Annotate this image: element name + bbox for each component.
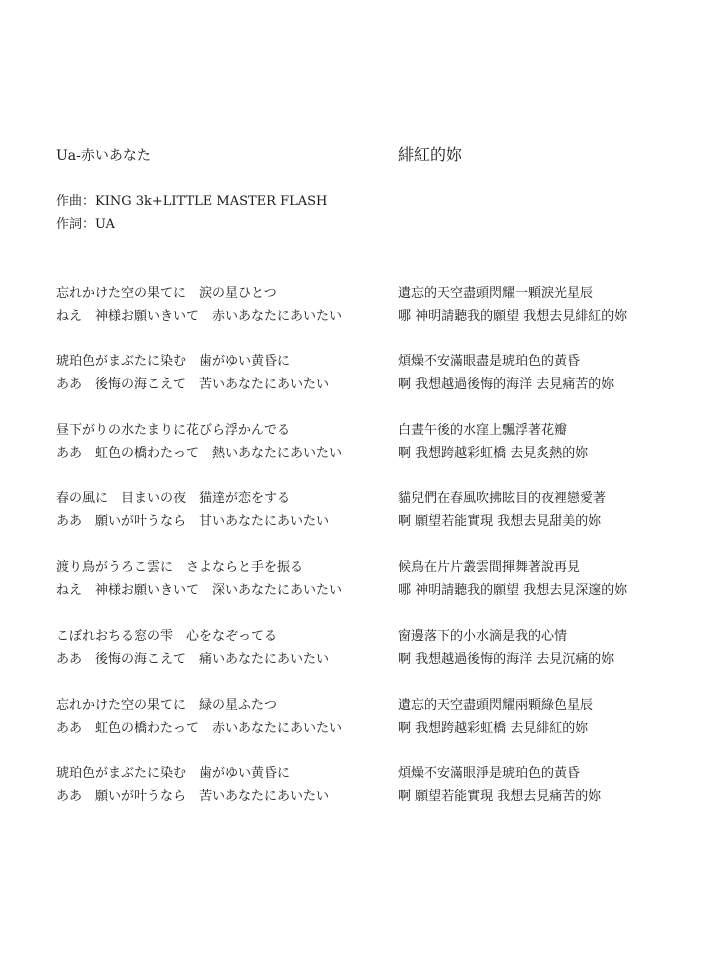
lyric-line-cn: 啊 我想跨越彩虹橋 去見緋紅的妳: [398, 721, 589, 736]
stanza-8-japanese: [56, 762, 329, 808]
stanza-3-chinese: [398, 419, 588, 465]
lyric-line-cn: 啊 願望若能實現 我想去見痛苦的妳: [398, 789, 602, 804]
lyric-line-cn: 啊 願望若能實現 我想去見甜美的妳: [398, 514, 602, 529]
lyric-line-cn: 貓兒們在春風吹拂眩目的夜裡戀愛著: [398, 491, 607, 506]
lyric-line-jp: 忘れかけた空の果てに 緑の星ふたつ: [56, 698, 278, 713]
lyric-line-jp: ねえ 神様お願いきいて 深いあなたにあいたい: [56, 583, 343, 598]
stanza-5-chinese: [398, 556, 627, 602]
stanza-4-chinese: [398, 487, 606, 533]
lyric-line-cn: 哪 神明請聽我的願望 我想去見深邃的妳: [398, 583, 628, 598]
lyric-line-cn: 啊 我想越過後悔的海洋 去見沉痛的妳: [398, 652, 615, 667]
stanza-1-japanese: [56, 282, 342, 328]
lyric-line-cn: 煩燥不安滿眼淨是琥珀色的黃昏: [398, 766, 581, 781]
lyric-line-cn: 煩燥不安滿眼盡是琥珀色的黃昏: [398, 354, 581, 369]
lyric-line-jp: こぼれおちる窓の雫 心をなぞってる: [56, 629, 278, 644]
stanza-6-japanese: [56, 625, 329, 671]
lyric-line-cn: 遺忘的天空盡頭閃耀一顆淚光星辰: [398, 286, 594, 301]
stanza-6-chinese: [398, 625, 614, 671]
stanza-4-japanese: [56, 487, 329, 533]
stanza-7-chinese: [398, 694, 593, 740]
stanza-2-japanese: [56, 350, 329, 396]
lyric-line-cn: 白晝午後的水窪上飄浮著花瓣: [398, 423, 568, 438]
lyric-line-cn: 啊 我想越過後悔的海洋 去見痛苦的妳: [398, 377, 615, 392]
credits: [56, 190, 327, 236]
stanza-1-chinese: [398, 282, 627, 328]
lyric-line-jp: 渡り鳥がうろこ雲に さよならと手を振る: [56, 560, 304, 575]
lyric-line-cn: 啊 我想跨越彩虹橋 去見炙熱的妳: [398, 446, 589, 461]
lyric-line-cn: 遺忘的天空盡頭閃耀兩顆綠色星辰: [398, 698, 594, 713]
lyric-line-cn: 窗邊落下的小水滴是我的心情: [398, 629, 568, 644]
stanza-5-japanese: [56, 556, 342, 602]
stanza-3-japanese: [56, 419, 342, 465]
lyricist-credit: 作詞：UA: [56, 217, 115, 232]
lyric-line-jp: ああ 虹色の橋わたって 熱いあなたにあいたい: [56, 446, 343, 461]
lyric-line-jp: ねえ 神様お願いきいて 赤いあなたにあいたい: [56, 309, 343, 324]
lyric-line-jp: 忘れかけた空の果てに 涙の星ひとつ: [56, 286, 277, 301]
lyric-line-jp: ああ 願いが叶うなら 甘いあなたにあいたい: [56, 514, 330, 529]
stanza-7-japanese: [56, 694, 342, 740]
lyric-line-cn: 哪 神明請聽我的願望 我想去見緋紅的妳: [398, 309, 628, 324]
lyric-line-jp: ああ 後悔の海こえて 痛いあなたにあいたい: [56, 652, 330, 667]
lyric-line-jp: ああ 願いが叶うなら 苦いあなたにあいたい: [56, 789, 330, 804]
song-title-japanese: Ua-赤いあなた: [56, 148, 151, 164]
lyric-line-jp: ああ 後悔の海こえて 苦いあなたにあいたい: [56, 377, 330, 392]
lyric-line-jp: 琥珀色がまぶたに染む 歯がゆい黄昏に: [56, 766, 291, 781]
lyric-line-jp: 琥珀色がまぶたに染む 歯がゆい黄昏に: [56, 354, 291, 369]
lyric-line-cn: 候鳥在片片叢雲間揮舞著說再見: [398, 560, 581, 575]
lyric-line-jp: 春の風に 目まいの夜 猫達が恋をする: [56, 491, 291, 506]
song-title-chinese: 緋紅的妳: [398, 145, 463, 164]
stanza-8-chinese: [398, 762, 601, 808]
composer-credit: 作曲：KING 3k+LITTLE MASTER FLASH: [56, 194, 328, 209]
lyric-line-jp: ああ 虹色の橋わたって 赤いあなたにあいたい: [56, 721, 343, 736]
stanza-2-chinese: [398, 350, 614, 396]
lyric-line-jp: 昼下がりの水たまりに花びら浮かんでる: [56, 423, 291, 438]
